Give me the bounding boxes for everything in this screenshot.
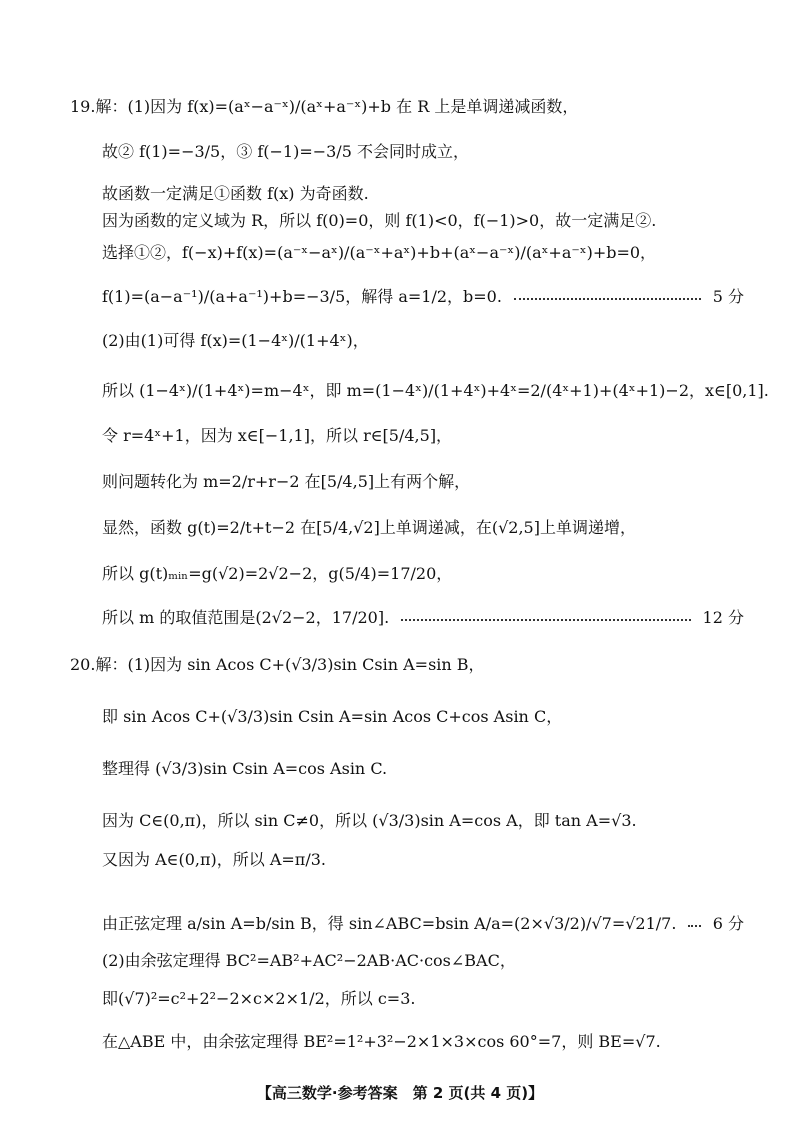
solution-line: 所以 (1−4ˣ)/(1+4ˣ)=m−4ˣ，即 m=(1−4ˣ)/(1+4ˣ)+4ˣ=2/(4ˣ+1)+(4ˣ+1)−2，x∈[0,1].	[102, 381, 769, 400]
solution-line: 显然，函数 g(t)=2/t+t−2 在[5/4,√2]上单调递减，在(√2,5]上单调递增，	[102, 518, 636, 537]
score-label: 5 分	[712, 287, 744, 306]
solution-line: 19.解：(1)因为 f(x)=(aˣ−a⁻ˣ)/(aˣ+a⁻ˣ)+b 在 R 上是单调递减函数，	[70, 97, 579, 116]
page-footer: 【高三数学·参考答案 第 2 页(共 4 页)】	[256, 1084, 544, 1102]
solution-line: (2)由(1)可得 f(x)=(1−4ˣ)/(1+4ˣ)，	[102, 331, 369, 350]
solution-line: 故② f(1)=−3/5，③ f(−1)=−3/5 不会同时成立，	[102, 142, 469, 161]
solution-line: f(1)=(a−a⁻¹)/(a+a⁻¹)+b=−3/5，解得 a=1/2，b=0. 5 分	[102, 287, 744, 306]
dot-leader	[401, 619, 690, 621]
solution-line: (2)由余弦定理得 BC²=AB²+AC²−2AB·AC·cos∠BAC，	[102, 951, 516, 970]
solution-line: 令 r=4ˣ+1，因为 x∈[−1,1]，所以 r∈[5/4,5]，	[102, 426, 453, 445]
solution-line: 所以 g(t)ₘᵢₙ=g(√2)=2√2−2，g(5/4)=17/20，	[102, 564, 453, 583]
solution-line: 因为函数的定义域为 R，所以 f(0)=0，则 f(1)<0，f(−1)>0，故一定满足②.	[102, 211, 657, 230]
solution-line: 由正弦定理 a/sin A=b/sin B，得 sin∠ABC=bsin A/a=(2×√3/2)/√7=√21/7. 6 分	[102, 914, 744, 933]
solution-line: 因为 C∈(0,π)，所以 sin C≠0，所以 (√3/3)sin A=cos A，即 tan A=√3.	[102, 811, 637, 830]
solution-line: 即(√7)²=c²+2²−2×c×2×1/2，所以 c=3.	[102, 989, 416, 1008]
solution-line: 整理得 (√3/3)sin Csin A=cos Asin C.	[102, 759, 388, 778]
score-label: 12 分	[702, 608, 744, 627]
solution-line: 又因为 A∈(0,π)，所以 A=π/3.	[102, 850, 326, 869]
solution-line: 故函数一定满足①函数 f(x) 为奇函数.	[102, 184, 369, 203]
dot-leader	[514, 298, 701, 300]
solution-line: 则问题转化为 m=2/r+r−2 在[5/4,5]上有两个解，	[102, 472, 471, 491]
solution-line: 选择①②，f(−x)+f(x)=(a⁻ˣ−aˣ)/(a⁻ˣ+aˣ)+b+(aˣ−a⁻ˣ)/(aˣ+a⁻ˣ)+b=0，	[102, 243, 657, 262]
solution-line: 所以 m 的取值范围是(2√2−2，17/20]. 12 分	[102, 608, 744, 627]
solution-line: 即 sin Acos C+(√3/3)sin Csin A=sin Acos C+cos Asin C，	[102, 707, 563, 726]
solution-line: 20.解：(1)因为 sin Acos C+(√3/3)sin Csin A=sin B，	[70, 655, 485, 674]
dot-leader	[688, 925, 700, 927]
solution-line: 在△ABE 中，由余弦定理得 BE²=1²+3²−2×1×3×cos 60°=7，则 BE=√7.	[102, 1032, 661, 1051]
score-label: 6 分	[712, 914, 744, 933]
